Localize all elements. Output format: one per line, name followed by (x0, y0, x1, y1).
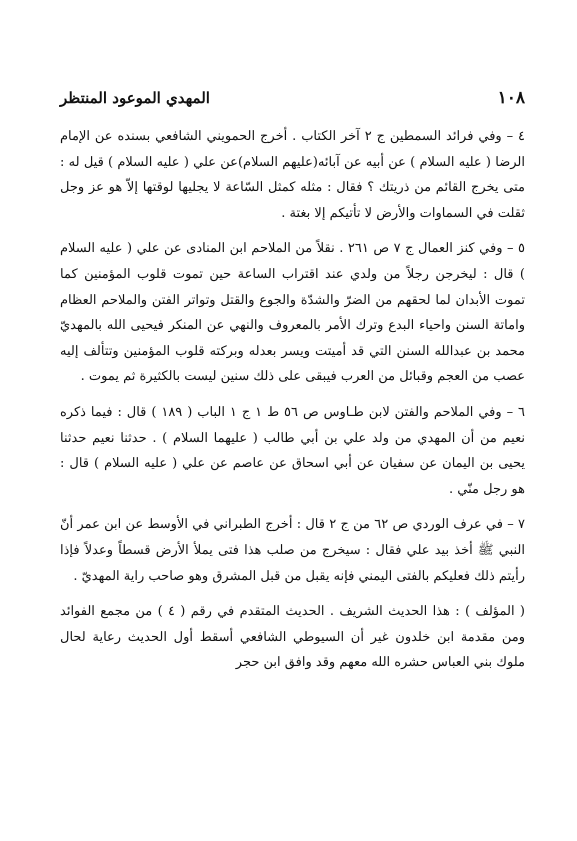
page-number: ١٠٨ (497, 88, 525, 108)
page-header (60, 88, 525, 114)
paragraph-hadith-6: ٦ – وفي الملاحم والفتن لابن طـاوس ص ٥٦ ط ١ ج ١ الباب ( ١٨٩ ) قال : فيما ذكره نعيم من أن المهدي من ولد علي بن أبي طالب ( عليهما السلام ) . حدثنا نعيم حدثنا يحيى بن اليمان عن سفيان عن أبي اسحاق عن عاصم عن علي ( عليه السلام ) قال : هو رجل منّي . (60, 404, 526, 497)
paragraph-hadith-4: ٤ – وفي فرائد السمطين ج ٢ آخر الكتاب . أخرج الحمويني الشافعي بسنده عن الإمام الرضا ( عليه السلام ) عن أبيه عن آبائه(عليهم السلام)عن علي ( عليه السلام ) قيل له : متى يخرج القائم من ذريتك ؟ فقال : مثله كمثل السّاعة لا يجليها لوقتها إلاّ هو عز وجل ثقلت في السماوات والأرض لا تأتيكم إلا بغتة . (60, 129, 525, 221)
page-body (60, 124, 525, 676)
paragraph-hadith-5: ٥ – وفي كنز العمال ج ٧ ص ٢٦١ . نقلاً من الملاحم ابن المنادى عن علي ( عليه السلام ) قال : ليخرجن رجلاً من ولدي عند اقتراب الساعة حين تموت قلوب المؤمنين كما تموت الأبدان لما لحقهم من الضرّ والشدّة والجوع والقتل وتواتر الفتن والملاحم العظام واماتة السنن واحياء البدع وترك الأمر بالمعروف والنهي عن المنكر فيحيى الله بالمهديّ محمد بن عبدالله السنن التي قد أميتت ويسر بعدله وبركته قلوب المؤمنين وتتألف إليه عصب من العجم وقبائل من العرب فيبقى على ذلك سنين ليست بالكثيرة ثم يموت . (60, 241, 526, 385)
running-title: المهدي الموعود المنتظر (60, 89, 210, 107)
paragraph-author-note: ( المؤلف ) : هذا الحديث الشريف . الحديث المتقدم في رقم ( ٤ ) من مجمع الفوائد ومن مقدمة ابن خلدون غير أن السيوطي الشافعي أسقط أول الحديث رعاية لحال ملوك بني العباس حشره الله معهم وقد وافق ابن حجر (60, 604, 525, 671)
paragraph-hadith-7: ٧ – في عرف الوردي ص ٦٢ من ج ٢ قال : أخرج الطبراني في الأوسط عن ابن عمر أنّ النبي ﷺ أخذ بيد علي فقال : سيخرج من صلب هذا فتى يملأ الأرض قسطاً وعدلاً فإذا رأيتم ذلك فعليكم بالفتى اليمني فإنه يقبل من قبل المشرق وهو صاحب راية المهديّ . (60, 517, 525, 584)
book-page (60, 88, 525, 676)
